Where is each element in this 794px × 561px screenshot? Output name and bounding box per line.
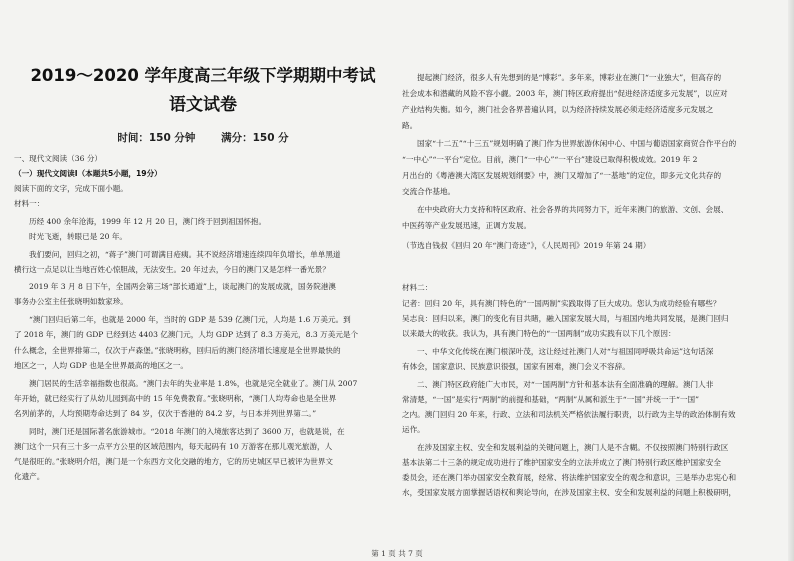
section-heading: 一、现代文阅读（36 分） bbox=[14, 154, 103, 163]
scan-edge-shadow bbox=[788, 0, 794, 561]
text-line: 路。 bbox=[402, 121, 418, 130]
text-line: 事务办公室主任张晓明如数家珍。 bbox=[14, 297, 128, 306]
page-number: 第 1 页 共 7 页 bbox=[371, 549, 423, 558]
text-line: 名列前茅的，人均预期寿命达到了 84 岁，仅次于香港的 84.2 岁，与日本并列世界第二。” bbox=[14, 409, 317, 418]
subsection-heading: （一）现代文阅读Ⅰ（本题共5小题，19分） bbox=[14, 169, 162, 178]
text-line: 基本法第二十三条的规定成功进行了维护国家安全的立法并成立了澳门特别行政区维护国家安全 bbox=[402, 458, 721, 467]
text-line: “澳门回归后第二年，也就是 2000 年，当时的 GDP 是 539 亿澳门元，人均是 1.6 万美元。到 bbox=[29, 315, 351, 324]
text-line: 澳门居民的生活幸福指数也很高。“澳门去年的失业率是 1.8%，也就是完全就业了。澳门从 2007 bbox=[29, 379, 358, 388]
exam-time: 时间：150 分钟 bbox=[117, 132, 196, 144]
text-line: 在中央政府大力支持和特区政府、社会各界的共同努力下，近年来澳门的旅游、文创、会展、 bbox=[417, 205, 729, 214]
text-line: 之内。澳门回归 20 年来，行政、立法和司法机关严格依法履行职责，以行政为主导的政治体制有效 bbox=[402, 410, 736, 419]
source-citation: （节选自钱叔《回归 20 年“澳门奇迹”》，《人民周刊》2019 年第 24 期） bbox=[402, 241, 651, 250]
text-line: 提起澳门经济，很多人有先想到的是“博彩”。多年来，博彩业在澳门“一业独大”，但高存的 bbox=[417, 73, 722, 82]
text-line: 地区之一，人均 GDP 也是全世界最高的地区之一。 bbox=[14, 361, 188, 370]
text-line: 委员会，还在澳门举办国家安全教育展，经常、将法维护国家安全的观念和意识，三是举办忠宪心和 bbox=[402, 473, 737, 482]
text-line: 横行这一点足以让当地百姓心惊胆战，无法安生。20 年过去，今日的澳门又是怎样一番光景？ bbox=[14, 265, 330, 274]
text-line: 产业结构失衡。如今，澳门社会各界普遍认同，以为经济持续发展必须走经济适度多元发展之 bbox=[402, 105, 714, 114]
exam-meta bbox=[14, 130, 392, 145]
text-line: 在涉及国家主权、安全和发展利益的关键问题上，澳门人是不含糊。不仅按照澳门特别行政区 bbox=[417, 443, 729, 452]
text-line: 二、澳门特区政府能广大市民，对“一国两制”方针和基本法有全面准确的理解。澳门人非 bbox=[417, 380, 714, 389]
text-line: 化遗产。 bbox=[14, 472, 45, 481]
exam-subject-title: 语文试卷 bbox=[169, 95, 237, 115]
text-line: 澳门这个一只有三十多一点平方公里的区域范围内，每天起码有 10 万游客在那儿观光旅游，人 bbox=[14, 442, 333, 451]
text-line: 历经 400 余年沧海，1999 年 12 月 20 日，澳门终于回到祖国怀抱。 bbox=[29, 217, 267, 226]
text-line: 社会成本和潜藏的风险不容小觑。2003 年，澳门特区政府提出“促进经济适度多元发展”，以应对 bbox=[402, 89, 728, 98]
text-line: 交流合作基地。 bbox=[402, 187, 456, 196]
text-line: 国家“十二五”“十三五”规划明确了澳门作为世界旅游休闲中心、中国与葡语国家商贸合作平台的 bbox=[417, 139, 737, 148]
exam-title: 2019～2020 学年度高三年级下学期期中考试 bbox=[30, 66, 376, 85]
text-line: 一、中华文化传统在澳门根深叶茂，这让经过社澳门人对“与祖国同呼吸共命运”这句话深 bbox=[417, 347, 714, 356]
text-line: 了 2018 年，澳门的 GDP 已经到达 4403 亿澳门元，人均 GDP 达到了 8.3 万美元，8.3 万美元是个 bbox=[14, 330, 359, 339]
text-line: 同时，澳门还是国际著名旅游城市。“2018 年澳门的入境旅客达到了 3600 万，也就是说，在 bbox=[29, 427, 345, 436]
text-line: 我们要问，回归之初，“蒋子”澳门可谓满目疮痍。其不说经济增速连续四年负增长，单单黑道 bbox=[29, 250, 341, 259]
text-line: 吴志良：回归以来，澳门的变化有目共睹，融入国家发展大局，与祖国内地共同发展，是澳门回归 bbox=[402, 314, 729, 323]
text-line: “一中心”“一平台”定位。目前，澳门“一中心”“一平台”建设已取得积极成效。2019 年 2 bbox=[402, 155, 698, 164]
exam-score: 满分：150 分 bbox=[221, 132, 289, 144]
text-line: 2019 年 3 月 8 日下午，全国两会第三场“部长通道”上，谈起澳门的发展成就，国务院港澳 bbox=[29, 282, 337, 291]
material-label: 材料二： bbox=[402, 283, 433, 292]
text-line: 常清楚，“一国”是实行“两制”的前提和基础，“两制”从属和派生于“一国”并统一于“一国” bbox=[402, 395, 700, 404]
instruction-text: 阅读下面的文字，完成下面小题。 bbox=[14, 184, 128, 193]
text-line: 以来最大的收获。我认为，具有澳门特色的“一国两制”成功实践有以下几个原因： bbox=[402, 329, 676, 338]
text-line: 有体会，国家意识、民族意识很强，国家有困难，澳门会义不容辞。 bbox=[402, 362, 630, 371]
text-line: 水，受国家发展方面掌握话语权和舆论导向，在涉及国家主权、安全和发展利益的问题上积极研明， bbox=[402, 488, 737, 497]
text-line: 什么概念，全世界排第二，仅次于卢森堡。”张晓明称，回归后的澳门经济增长速度是全世界最快的 bbox=[14, 346, 341, 355]
text-line: 时光飞逝，转眼已是 20 年。 bbox=[29, 232, 128, 241]
text-line: 年开始，就已经实行了从幼儿园到高中的 15 年免费教育。”张晓明称，“澳门人均寿命也是全世界 bbox=[14, 394, 337, 403]
text-line: 气是很旺的。”张晓明介绍，澳门是一个东西方文化交融的地方，它的历史城区早已被评为世界文 bbox=[14, 457, 334, 466]
text-line: 运作。 bbox=[402, 425, 425, 434]
text-line: 中医药等产业发展迅速，正调方发展。 bbox=[402, 221, 532, 230]
material-label: 材料一： bbox=[14, 199, 45, 208]
text-line: 月出台的《粤港澳大湾区发展规划纲要》中，澳门又增加了“一基地”的定位，即多元文化共存的 bbox=[402, 171, 722, 180]
text-line: 记者：回归 20 年，具有澳门特色的“一国两制”实践取得了巨大成功。您认为成功经验有哪些？ bbox=[402, 299, 721, 308]
